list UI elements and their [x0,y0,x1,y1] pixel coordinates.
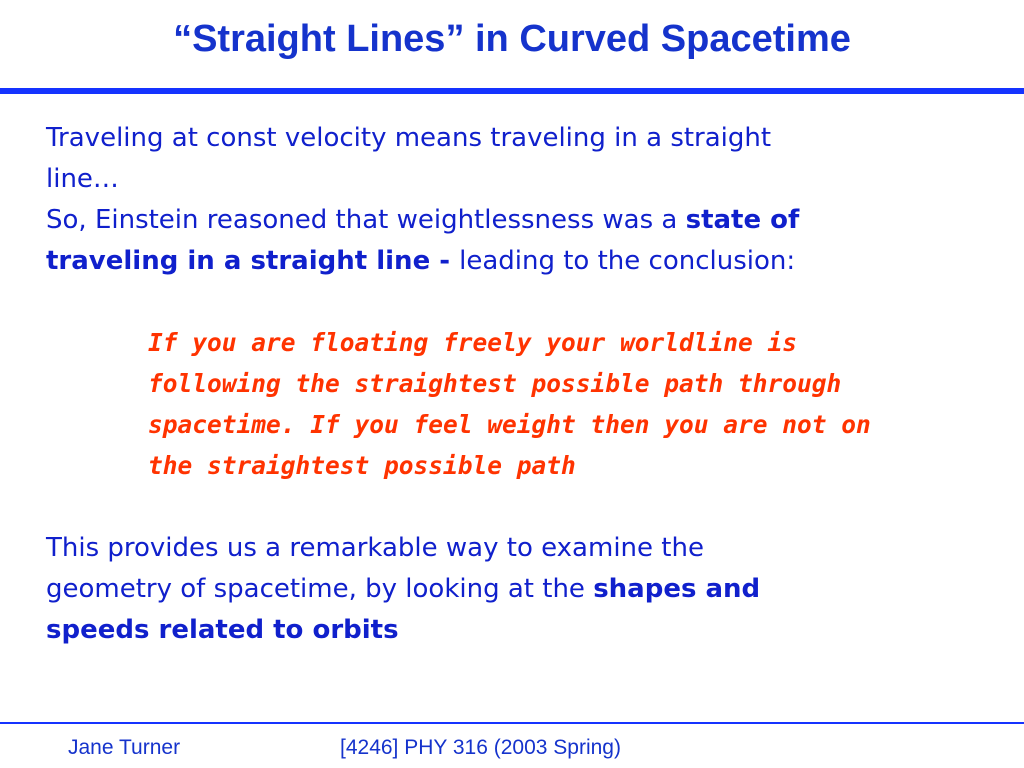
closing-line-2-text: geometry of spacetime, by looking at the [46,574,594,604]
intro-line-4-emphasis: traveling in a straight line - [46,246,460,276]
quote-line-3: spacetime. If you feel weight then you are not on [148,410,871,439]
quote-line-4: the straightest possible path [148,451,576,480]
intro-line-3 [46,200,986,241]
intro-line-4-text: leading to the conclusion: [459,246,796,276]
footer-course: [4246] PHY 316 (2003 Spring) [340,736,621,759]
closing-line-2 [46,569,986,610]
quote-line-2: following the straightest possible path through [148,369,842,398]
intro-line-2: line… [46,164,119,194]
footer-author: Jane Turner [68,736,181,759]
intro-line-1: Traveling at const velocity means traveling in a straight [46,123,772,153]
closing-line-3: speeds related to orbits [46,615,399,645]
closing-line-1: This provides us a remarkable way to examine the [46,533,704,563]
intro-line-3-text: So, Einstein reasoned that weightlessness was a [46,205,686,235]
title-divider [0,88,1024,94]
quote-line-1: If you are floating freely your worldline is [148,328,798,357]
intro-line-3-emphasis: state of [685,205,800,235]
closing-paragraph [46,528,986,651]
slide-title: “Straight Lines” in Curved Spacetime [173,18,851,60]
footer-divider [0,722,1024,724]
closing-line-2-emphasis: shapes and [593,574,761,604]
intro-paragraph [46,118,986,282]
intro-line-4 [46,241,986,282]
conclusion-quote [148,322,1008,486]
